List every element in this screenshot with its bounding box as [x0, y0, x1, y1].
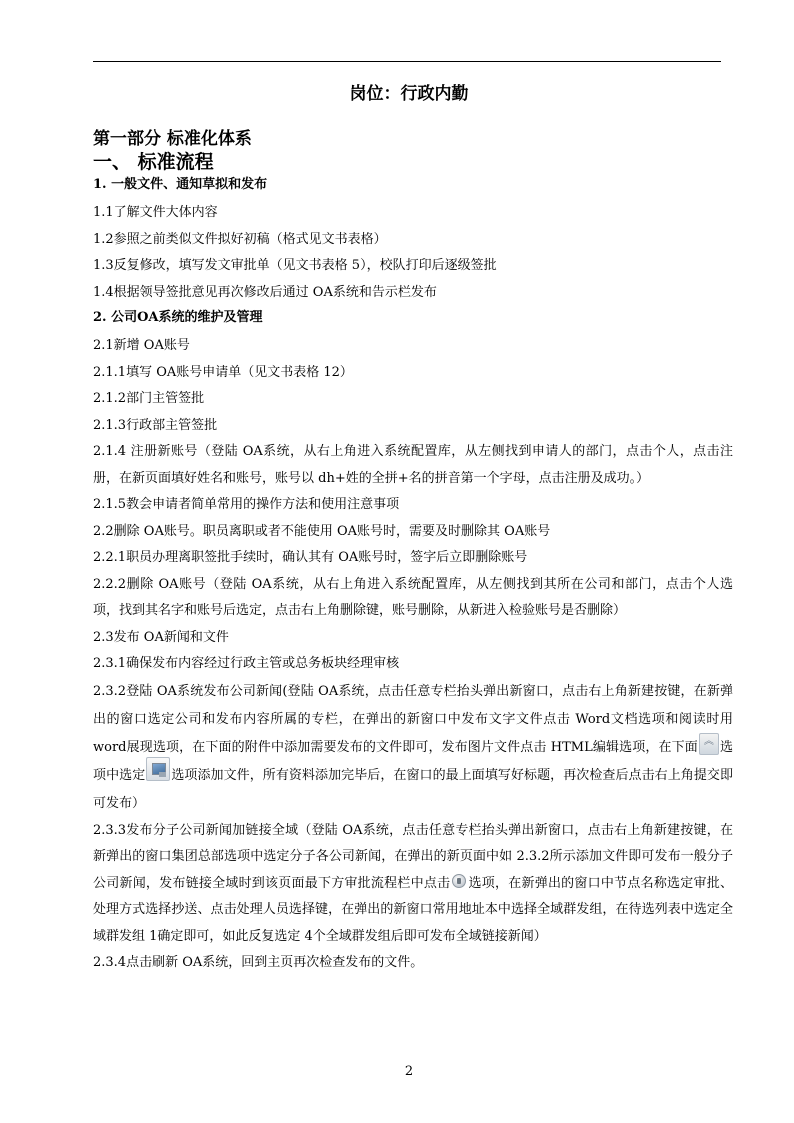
paragraph-2-3-4: 2.3.4点击刷新 OA系统，回到主页再次检查发布的文件。: [93, 955, 424, 970]
insert-picture-icon: [146, 757, 170, 781]
paragraph-2-3-3-text-a: 2.3.3发布分子公司新闻加链接全域（登陆 OA系统，点击任意专栏抬头弹出新窗口，点击右上角新建按键，在新弹出的窗口集团总部选项中选定分子各公司新闻，在弹出的新页面中如 2.3.2所示添加文件即可发布一般分子公司新闻，发布链接全域时到该页面最下方审批流程栏中点击: [93, 822, 733, 891]
paragraph-2-1-2: 2.1.2部门主管签批: [93, 391, 205, 406]
paragraph-2-3-2: [93, 678, 733, 818]
paragraph-2-2: 2.2删除 OA账号。职员离职或者不能使用 OA账号时，需要及时删除其 OA账号: [93, 523, 551, 539]
paragraph-1-3: 1.3反复修改，填写发文审批单（见文书表格 5），校队打印后逐级签批: [93, 258, 497, 273]
paragraph-2-1-3: 2.1.3行政部主管签批: [93, 417, 218, 433]
paragraph-2-1-4: 2.1.4 注册新账号（登陆 OA系统，从右上角进入系统配置库，从左侧找到申请人的部门，点击个人，点击注册，在新页面填好姓名和账号，账号以 dh+姓的全拼+名的拼音第一个字母，点击注册及成功。）: [93, 444, 733, 486]
paragraph-2-3-2-text-c: 选项添加文件，所有资料添加完毕后，在窗口的最上面填写好标题，再次检查后点击右上角提交即可发布）: [93, 767, 733, 811]
heading-general-documents: 1. 一般文件、通知草拟和发布: [93, 177, 268, 192]
approval-option-icon: [452, 874, 466, 888]
paragraph-2-3: 2.3发布 OA新闻和文件: [93, 629, 229, 645]
paragraph-2-1-5: 2.1.5教会申请者简单常用的操作方法和使用注意事项: [93, 497, 400, 512]
part-heading: 第一部分 标准化体系: [93, 129, 252, 149]
paragraph-2-1: 2.1新增 OA账号: [93, 338, 190, 353]
paragraph-2-3-2-text-a: 2.3.2登陆 OA系统发布公司新闻(登陆 OA系统，点击任意专栏抬头弹出新窗口，点击右上角新建按键，在新弹出的窗口选定公司和发布内容所属的专栏，在弹出的新窗口中发布文字文件点击 Word文档选项和阅读时用 word展现选项，在下面的附件中添加需要发布的文件即可，发布图片文件点击 HTML编辑选项，在下面: [93, 683, 733, 755]
paragraph-1-1: 1.1了解文件大体内容: [93, 205, 218, 220]
section-heading: 一、 标准流程: [93, 151, 214, 173]
paragraph-2-2-2: 2.2.2删除 OA账号（登陆 OA系统，从右上角进入系统配置库，从左侧找到其所在公司和部门，点击个人选项，找到其名字和账号后选定，点击右上角删除键，账号删除，从新进入检验账号是否删除）: [93, 576, 733, 618]
chevron-up-double-icon: [699, 733, 719, 755]
page-number: 2: [404, 1064, 414, 1079]
paragraph-2-3-3: [93, 818, 733, 951]
paragraph-1-4: 1.4根据领导签批意见再次修改后通过 OA系统和告示栏发布: [93, 284, 437, 300]
paragraph-1-2: 1.2参照之前类似文件拟好初稿（格式见文书表格）: [93, 231, 387, 247]
heading-oa-system: 2. 公司OA系统的维护及管理: [93, 310, 263, 325]
header-rule: [93, 61, 721, 62]
paragraph-2-2-1: 2.2.1职员办理离职签批手续时，确认其有 OA账号时，签字后立即删除账号: [93, 550, 528, 565]
page-title: 岗位：行政内勤: [349, 84, 469, 104]
paragraph-2-3-2-text-b: 选项中选定: [93, 739, 733, 783]
paragraph-2-1-1: 2.1.1填写 OA账号申请单（见文书表格 12）: [93, 364, 353, 380]
paragraph-2-3-1: 2.3.1确保发布内容经过行政主管或总务板块经理审核: [93, 656, 400, 671]
document-body: [93, 128, 733, 977]
paragraph-2-3-3-text-b: 选项，在新弹出的窗口中节点名称选定审批、处理方式选择抄送、点击处理人员选择键，在弹出的新窗口常用地址本中选择全域群发组，在待选列表中选定全域群发组 1确定即可，如此反复选定 4个全域群发组后即可发布全域链接新闻）: [93, 875, 733, 944]
